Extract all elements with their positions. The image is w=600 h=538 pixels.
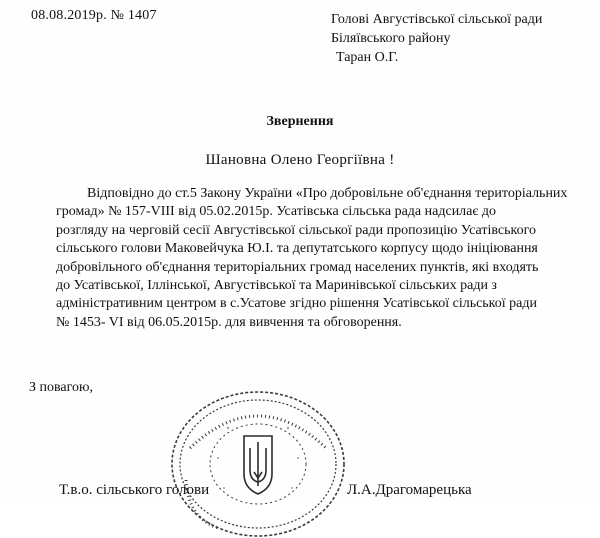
body-line: № 1453- VI від 06.05.2015р. для вивчення та обговорення.	[56, 314, 402, 330]
addressee-line: Таран О.Г.	[336, 50, 399, 65]
addressee-line: Голові Августівської сільської ради	[331, 12, 543, 27]
addressee-block	[331, 10, 542, 67]
body-line: добровільного об'єднання територіальних громад населених пунктів, які входять	[56, 259, 539, 275]
closing-phrase: З повагою,	[29, 380, 93, 395]
coat-of-arms-stamp-icon	[168, 388, 348, 538]
body-line: розгляду на черговій сесії Августівської сільської ради пропозицію Усатівського	[56, 222, 537, 238]
body-line: Відповідно до ст.5 Закону України «Про добровільне об'єднання територіальних	[87, 186, 568, 201]
document-title: Звернення	[266, 114, 334, 129]
signatory-role: Т.в.о. сільського голови	[59, 482, 210, 498]
body-line: адміністративним центром в с.Усатове згідно рішення Усатівської сільської ради	[56, 296, 537, 312]
salutation: Шановна Олено Георгіївна !	[205, 152, 395, 168]
body-line: до Усатівської, Іллінської, Августівської та Маринівської сільських ради з	[56, 278, 497, 294]
signatory-name: Л.А.Драгомарецька	[347, 482, 472, 498]
document-date-number: 08.08.2019р. № 1407	[31, 8, 157, 23]
body-paragraph	[56, 185, 600, 332]
addressee-line: Біляївського району	[331, 31, 451, 46]
body-line: сільського голови Маковейчука Ю.І. та депутатського корпусу щодо ініціювання	[56, 241, 538, 257]
body-line: громад» № 157-VIII від 05.02.2015р. Усатівська сільська рада надсилає до	[56, 204, 497, 220]
